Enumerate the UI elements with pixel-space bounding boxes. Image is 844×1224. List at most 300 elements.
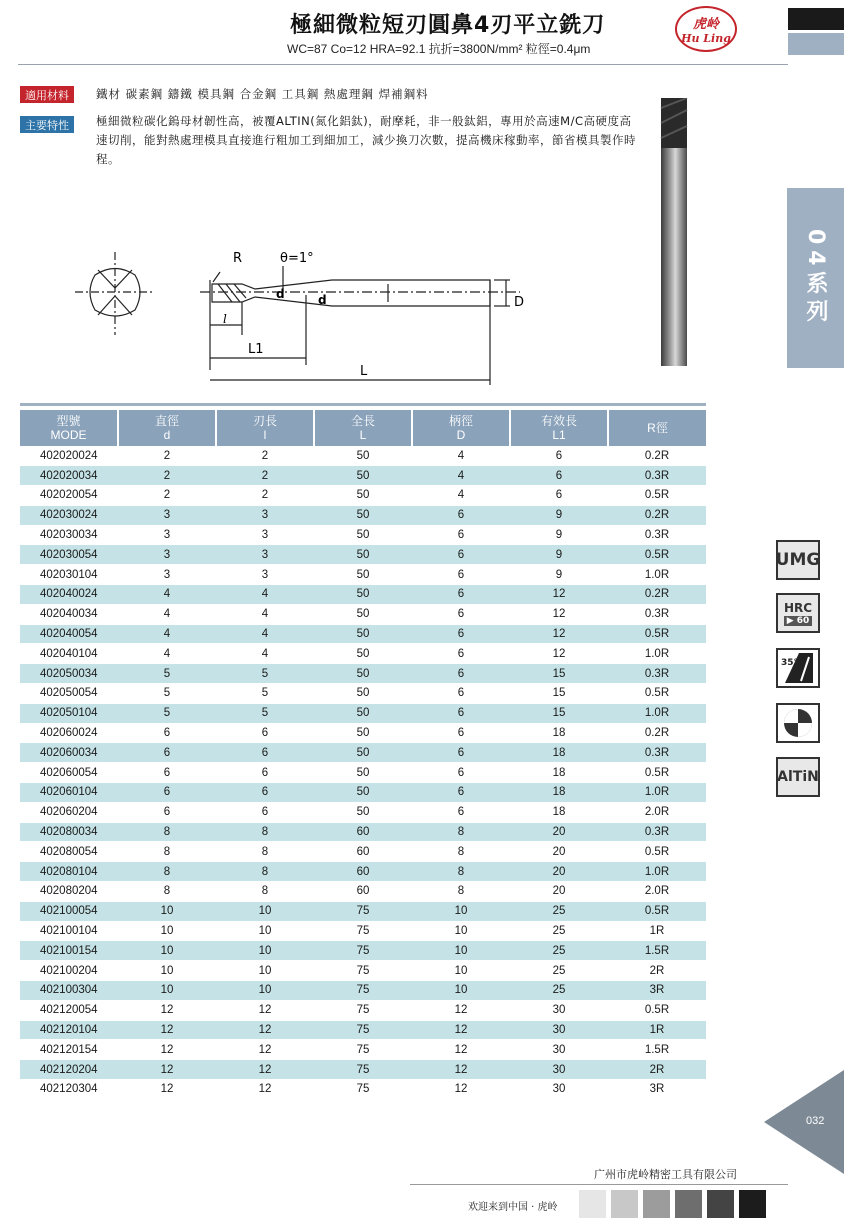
shank-cell: 10	[412, 941, 510, 961]
table-row	[20, 684, 706, 704]
shank-cell: 12	[412, 1080, 510, 1100]
total-length-cell: 75	[314, 1000, 412, 1020]
effective-length-cell: 30	[510, 1060, 608, 1080]
table-row	[20, 604, 706, 624]
radius-cell: 1.0R	[608, 703, 706, 723]
label-l1: L1	[248, 342, 264, 357]
model-cell: 402100104	[20, 921, 118, 941]
diameter-cell: 2	[118, 486, 216, 506]
effective-length-cell: 18	[510, 723, 608, 743]
shank-cell: 6	[412, 585, 510, 605]
radius-cell: 1.0R	[608, 644, 706, 664]
cut-length-cell: 6	[216, 743, 314, 763]
page-title: 極細微粒短刃圓鼻4刃平立銑刀	[290, 13, 606, 38]
cut-length-cell: 6	[216, 802, 314, 822]
table-row	[20, 763, 706, 783]
table-row	[20, 1080, 706, 1100]
radius-cell: 0.3R	[608, 604, 706, 624]
radius-cell: 1.0R	[608, 565, 706, 585]
shank-cell: 10	[412, 921, 510, 941]
diameter-cell: 8	[118, 882, 216, 902]
table-row	[20, 743, 706, 763]
cut-length-cell: 12	[216, 1060, 314, 1080]
col-diameter	[118, 410, 216, 446]
specifications-table	[20, 410, 706, 1100]
diameter-cell: 4	[118, 644, 216, 664]
radius-cell: 0.5R	[608, 545, 706, 565]
features-label: 主要特性	[20, 116, 74, 133]
model-cell: 402060034	[20, 743, 118, 763]
radius-cell: 0.5R	[608, 486, 706, 506]
label-theta: θ=1°	[280, 251, 314, 266]
shank-cell: 12	[412, 1020, 510, 1040]
cut-length-cell: 8	[216, 862, 314, 882]
shank-cell: 10	[412, 981, 510, 1001]
col-total-length	[314, 410, 412, 446]
cut-length-cell: 5	[216, 684, 314, 704]
corner-bar-black	[788, 8, 844, 30]
table-row	[20, 624, 706, 644]
diameter-cell: 6	[118, 743, 216, 763]
col-radius-zh: R徑	[647, 421, 668, 435]
col-model-en: MODE	[50, 428, 87, 442]
radius-cell: 1.5R	[608, 1040, 706, 1060]
model-cell: 402060054	[20, 763, 118, 783]
shank-cell: 12	[412, 1000, 510, 1020]
col-cut-length	[216, 410, 314, 446]
total-length-cell: 50	[314, 783, 412, 803]
total-length-cell: 50	[314, 505, 412, 525]
table-row	[20, 486, 706, 506]
model-cell: 402100054	[20, 901, 118, 921]
model-cell: 402080104	[20, 862, 118, 882]
cut-length-cell: 12	[216, 1020, 314, 1040]
cut-length-cell: 12	[216, 1040, 314, 1060]
huling-logo	[675, 6, 737, 52]
effective-length-cell: 20	[510, 882, 608, 902]
shank-cell: 4	[412, 446, 510, 466]
model-cell: 402040034	[20, 604, 118, 624]
model-cell: 402050054	[20, 684, 118, 704]
label-r: R	[233, 251, 243, 266]
diameter-cell: 3	[118, 545, 216, 565]
table-row	[20, 862, 706, 882]
effective-length-cell: 6	[510, 486, 608, 506]
page-number: 032	[806, 1115, 825, 1127]
effective-length-cell: 6	[510, 446, 608, 466]
total-length-cell: 50	[314, 545, 412, 565]
table-row	[20, 545, 706, 565]
shank-cell: 6	[412, 565, 510, 585]
logo-chinese: 虎岭	[692, 17, 719, 32]
shank-cell: 6	[412, 703, 510, 723]
radius-cell: 0.3R	[608, 664, 706, 684]
shank-cell: 6	[412, 525, 510, 545]
total-length-cell: 75	[314, 981, 412, 1001]
total-length-cell: 50	[314, 624, 412, 644]
cut-length-cell: 4	[216, 585, 314, 605]
total-length-cell: 60	[314, 882, 412, 902]
effective-length-cell: 25	[510, 961, 608, 981]
cut-length-cell: 12	[216, 1000, 314, 1020]
effective-length-cell: 30	[510, 1040, 608, 1060]
materials-label: 適用材料	[20, 86, 74, 103]
total-length-cell: 50	[314, 466, 412, 486]
model-cell: 402060024	[20, 723, 118, 743]
model-cell: 402030034	[20, 525, 118, 545]
altin-icon: AlTiN	[776, 757, 820, 797]
model-cell: 402100154	[20, 941, 118, 961]
total-length-cell: 50	[314, 743, 412, 763]
radius-cell: 0.3R	[608, 466, 706, 486]
radius-cell: 1R	[608, 1020, 706, 1040]
hrc-value: ▶ 60	[784, 616, 813, 626]
effective-length-cell: 25	[510, 901, 608, 921]
logo-english: Hu Ling	[681, 32, 731, 45]
cut-length-cell: 6	[216, 783, 314, 803]
shank-cell: 10	[412, 901, 510, 921]
cut-length-cell: 10	[216, 981, 314, 1001]
cut-length-cell: 2	[216, 466, 314, 486]
diameter-cell: 3	[118, 525, 216, 545]
series-tab: 04系列	[787, 188, 844, 368]
radius-cell: 0.3R	[608, 822, 706, 842]
effective-length-cell: 9	[510, 565, 608, 585]
table-row	[20, 1040, 706, 1060]
cut-length-cell: 4	[216, 624, 314, 644]
effective-length-cell: 12	[510, 644, 608, 664]
table-row	[20, 783, 706, 803]
diameter-cell: 3	[118, 505, 216, 525]
col-diameter-zh: 直徑	[154, 414, 179, 428]
radius-cell: 2R	[608, 1060, 706, 1080]
model-cell: 402080034	[20, 822, 118, 842]
table-row	[20, 466, 706, 486]
radius-cell: 0.2R	[608, 585, 706, 605]
cut-length-cell: 6	[216, 763, 314, 783]
radius-cell: 1R	[608, 921, 706, 941]
label-big-d: D	[514, 295, 525, 310]
diameter-cell: 8	[118, 842, 216, 862]
effective-length-cell: 15	[510, 703, 608, 723]
total-length-cell: 75	[314, 1040, 412, 1060]
cut-length-cell: 5	[216, 664, 314, 684]
shank-cell: 6	[412, 684, 510, 704]
diameter-cell: 5	[118, 684, 216, 704]
radius-cell: 0.2R	[608, 446, 706, 466]
effective-length-cell: 25	[510, 981, 608, 1001]
diameter-cell: 6	[118, 783, 216, 803]
table-row	[20, 921, 706, 941]
cut-length-cell: 10	[216, 941, 314, 961]
shank-cell: 6	[412, 763, 510, 783]
cut-length-cell: 10	[216, 921, 314, 941]
effective-length-cell: 15	[510, 664, 608, 684]
table-row	[20, 961, 706, 981]
total-length-cell: 50	[314, 763, 412, 783]
shank-cell: 6	[412, 545, 510, 565]
end-mill-photo	[655, 98, 695, 366]
materials-text: 鐵材 碳素鋼 鑄鐵 模具鋼 合金鋼 工具鋼 熱處理鋼 焊補鋼料	[96, 87, 429, 101]
model-cell: 402120154	[20, 1040, 118, 1060]
diameter-cell: 6	[118, 723, 216, 743]
radius-cell: 2.0R	[608, 882, 706, 902]
model-cell: 402030104	[20, 565, 118, 585]
welcome-text: 欢迎来到中国 · 虎岭	[468, 1202, 558, 1213]
diameter-cell: 4	[118, 604, 216, 624]
shank-cell: 6	[412, 723, 510, 743]
col-model	[20, 410, 118, 446]
model-cell: 402040054	[20, 624, 118, 644]
radius-cell: 1.0R	[608, 783, 706, 803]
diameter-cell: 12	[118, 1040, 216, 1060]
diameter-cell: 10	[118, 921, 216, 941]
table-row	[20, 525, 706, 545]
total-length-cell: 50	[314, 525, 412, 545]
cut-length-cell: 4	[216, 644, 314, 664]
total-length-cell: 50	[314, 703, 412, 723]
hrc-label: HRC	[783, 600, 813, 615]
effective-length-cell: 9	[510, 525, 608, 545]
corner-bar-blue	[788, 33, 844, 55]
diameter-cell: 12	[118, 1000, 216, 1020]
table-row	[20, 882, 706, 902]
col-cut-length-en: l	[263, 428, 267, 442]
radius-cell: 1.5R	[608, 941, 706, 961]
shank-cell: 6	[412, 743, 510, 763]
effective-length-cell: 9	[510, 505, 608, 525]
table-row	[20, 703, 706, 723]
model-cell: 402050034	[20, 664, 118, 684]
table-top-rule	[20, 403, 706, 406]
radius-cell: 1.0R	[608, 862, 706, 882]
diameter-cell: 10	[118, 961, 216, 981]
shank-cell: 6	[412, 664, 510, 684]
table-row	[20, 505, 706, 525]
total-length-cell: 75	[314, 961, 412, 981]
table-body	[20, 446, 706, 1099]
label-neck-d: d	[276, 287, 285, 301]
table-row	[20, 981, 706, 1001]
effective-length-cell: 18	[510, 743, 608, 763]
effective-length-cell: 9	[510, 545, 608, 565]
shank-cell: 8	[412, 842, 510, 862]
shank-cell: 12	[412, 1060, 510, 1080]
total-length-cell: 75	[314, 941, 412, 961]
radius-cell: 0.5R	[608, 684, 706, 704]
color-swatch	[707, 1190, 734, 1218]
col-radius	[608, 410, 706, 446]
diameter-cell: 8	[118, 822, 216, 842]
effective-length-cell: 18	[510, 783, 608, 803]
total-length-cell: 75	[314, 1080, 412, 1100]
radius-cell: 0.5R	[608, 901, 706, 921]
cut-length-cell: 12	[216, 1080, 314, 1100]
diameter-cell: 4	[118, 585, 216, 605]
cut-length-cell: 3	[216, 505, 314, 525]
total-length-cell: 50	[314, 664, 412, 684]
effective-length-cell: 12	[510, 624, 608, 644]
table-row	[20, 664, 706, 684]
table-row	[20, 446, 706, 466]
table-row	[20, 822, 706, 842]
cut-length-cell: 5	[216, 703, 314, 723]
model-cell: 402120304	[20, 1080, 118, 1100]
col-effective-length	[510, 410, 608, 446]
diameter-cell: 6	[118, 763, 216, 783]
effective-length-cell: 20	[510, 822, 608, 842]
end-view-drawing	[75, 252, 155, 335]
radius-cell: 2R	[608, 961, 706, 981]
shank-cell: 6	[412, 783, 510, 803]
cut-length-cell: 2	[216, 486, 314, 506]
shank-cell: 6	[412, 802, 510, 822]
table-row	[20, 585, 706, 605]
diameter-cell: 2	[118, 466, 216, 486]
footer-divider	[410, 1184, 788, 1185]
label-shank-d: d	[318, 293, 327, 307]
radius-cell: 0.5R	[608, 763, 706, 783]
col-model-zh: 型號	[56, 414, 81, 428]
radius-cell: 3R	[608, 981, 706, 1001]
four-flute-icon	[776, 703, 820, 743]
model-cell: 402080054	[20, 842, 118, 862]
total-length-cell: 50	[314, 565, 412, 585]
cut-length-cell: 10	[216, 901, 314, 921]
total-length-cell: 75	[314, 921, 412, 941]
table-row	[20, 802, 706, 822]
radius-cell: 0.5R	[608, 624, 706, 644]
total-length-cell: 50	[314, 585, 412, 605]
table-row	[20, 1000, 706, 1020]
umg-icon: UMG	[776, 540, 820, 580]
total-length-cell: 75	[314, 1020, 412, 1040]
effective-length-cell: 12	[510, 604, 608, 624]
total-length-cell: 75	[314, 1060, 412, 1080]
color-swatch	[579, 1190, 606, 1218]
table-row	[20, 723, 706, 743]
company-name: 广州市虎岭精密工具有限公司	[594, 1168, 737, 1181]
page-corner-tab	[764, 1070, 844, 1174]
table-row	[20, 901, 706, 921]
color-swatch	[611, 1190, 638, 1218]
cut-length-cell: 2	[216, 446, 314, 466]
diameter-cell: 6	[118, 802, 216, 822]
diameter-cell: 4	[118, 624, 216, 644]
diameter-cell: 2	[118, 446, 216, 466]
effective-length-cell: 6	[510, 466, 608, 486]
col-total-length-en: L	[359, 428, 367, 442]
model-cell: 402030054	[20, 545, 118, 565]
col-diameter-en: d	[163, 428, 171, 442]
col-cut-length-zh: 刃長	[252, 414, 277, 428]
shank-cell: 12	[412, 1040, 510, 1060]
model-cell: 402100304	[20, 981, 118, 1001]
model-cell: 402060204	[20, 802, 118, 822]
cut-length-cell: 4	[216, 604, 314, 624]
shank-cell: 8	[412, 862, 510, 882]
diameter-cell: 12	[118, 1060, 216, 1080]
shank-cell: 8	[412, 882, 510, 902]
table-row	[20, 842, 706, 862]
col-shank-en: D	[456, 428, 466, 442]
total-length-cell: 60	[314, 862, 412, 882]
total-length-cell: 60	[314, 842, 412, 862]
model-cell: 402020054	[20, 486, 118, 506]
cut-length-cell: 3	[216, 525, 314, 545]
radius-cell: 0.5R	[608, 842, 706, 862]
table-row	[20, 644, 706, 664]
shank-cell: 6	[412, 644, 510, 664]
col-shank	[412, 410, 510, 446]
total-length-cell: 50	[314, 446, 412, 466]
diameter-cell: 12	[118, 1080, 216, 1100]
color-swatch	[739, 1190, 766, 1218]
cut-length-cell: 3	[216, 545, 314, 565]
col-effective-length-en: L1	[552, 428, 566, 442]
model-cell: 402080204	[20, 882, 118, 902]
effective-length-cell: 25	[510, 921, 608, 941]
helix-35-icon	[776, 648, 820, 688]
total-length-cell: 60	[314, 822, 412, 842]
effective-length-cell: 25	[510, 941, 608, 961]
effective-length-cell: 30	[510, 1020, 608, 1040]
radius-cell: 0.3R	[608, 525, 706, 545]
model-cell: 402120204	[20, 1060, 118, 1080]
effective-length-cell: 20	[510, 842, 608, 862]
shank-cell: 6	[412, 505, 510, 525]
radius-cell: 0.2R	[608, 723, 706, 743]
model-cell: 402120104	[20, 1020, 118, 1040]
hrc-icon	[776, 593, 820, 633]
effective-length-cell: 30	[510, 1080, 608, 1100]
table-row	[20, 1060, 706, 1080]
diameter-cell: 10	[118, 901, 216, 921]
model-cell: 402040104	[20, 644, 118, 664]
total-length-cell: 50	[314, 486, 412, 506]
model-cell: 402100204	[20, 961, 118, 981]
shank-cell: 6	[412, 624, 510, 644]
features-text: 極細微粒碳化鎢母材韌性高，被覆ALTIN(氮化鋁鈦)，耐摩耗，非一般鈦鋁，專用於高速M/C高硬度高速切削，能對熱處理模具直接進行粗加工到細加工，減少換刀次數，提高機床稼動率，節省模具製作時程。	[96, 114, 636, 166]
total-length-cell: 75	[314, 901, 412, 921]
cut-length-cell: 10	[216, 961, 314, 981]
cut-length-cell: 3	[216, 565, 314, 585]
helix-angle: 35°	[781, 658, 799, 668]
total-length-cell: 50	[314, 604, 412, 624]
table-row	[20, 1020, 706, 1040]
total-length-cell: 50	[314, 802, 412, 822]
cut-length-cell: 8	[216, 842, 314, 862]
table-row	[20, 941, 706, 961]
radius-cell: 2.0R	[608, 802, 706, 822]
effective-length-cell: 15	[510, 684, 608, 704]
effective-length-cell: 30	[510, 1000, 608, 1020]
header-divider	[18, 64, 788, 65]
total-length-cell: 50	[314, 684, 412, 704]
diameter-cell: 12	[118, 1020, 216, 1040]
effective-length-cell: 20	[510, 862, 608, 882]
diameter-cell: 3	[118, 565, 216, 585]
cut-length-cell: 6	[216, 723, 314, 743]
shank-cell: 8	[412, 822, 510, 842]
color-swatch	[675, 1190, 702, 1218]
total-length-cell: 50	[314, 723, 412, 743]
effective-length-cell: 18	[510, 802, 608, 822]
table-header-row	[20, 410, 706, 446]
model-cell: 402020034	[20, 466, 118, 486]
diameter-cell: 8	[118, 862, 216, 882]
color-swatch	[643, 1190, 670, 1218]
